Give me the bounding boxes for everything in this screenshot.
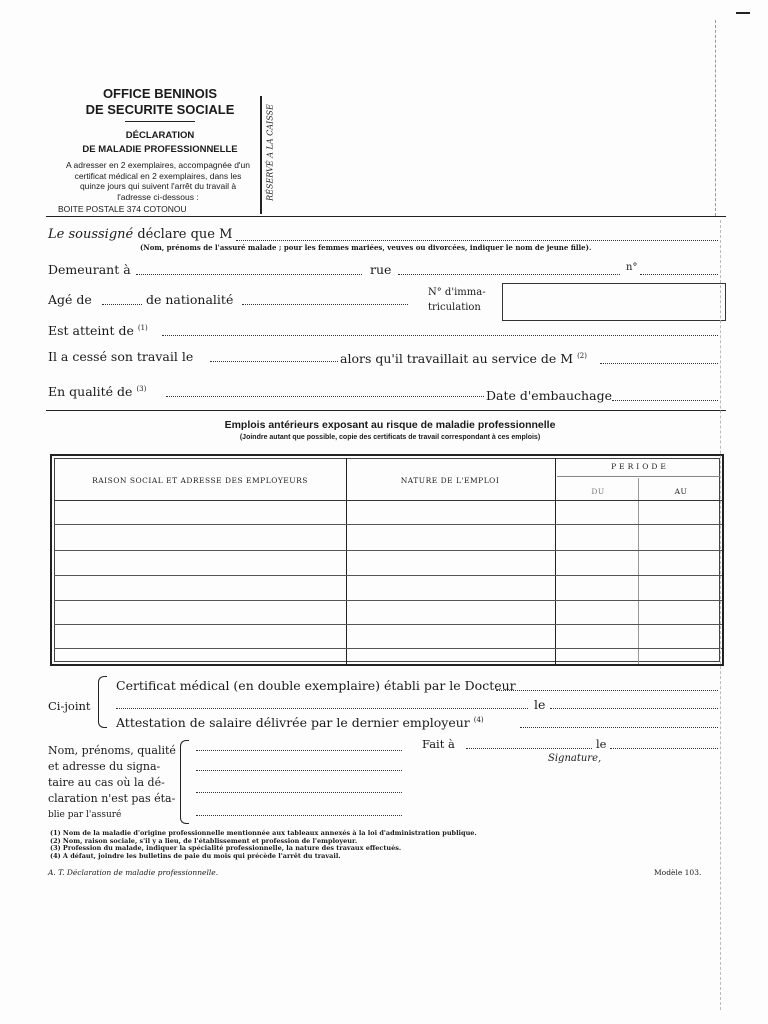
reserved-box-border	[260, 96, 262, 214]
table-row	[54, 500, 722, 501]
mid-divider	[46, 410, 726, 411]
certificat-label: Certificat médical (en double exemplaire) établi par le Docteur	[116, 678, 516, 693]
le-label-2: le	[596, 737, 607, 751]
fait-label: Fait à	[422, 737, 455, 751]
table-row	[54, 575, 722, 576]
le-label-1: le	[534, 697, 546, 712]
demeurant-field[interactable]	[136, 274, 362, 275]
top-divider	[46, 216, 726, 217]
table-row	[54, 624, 722, 625]
numero-label: n°	[626, 262, 638, 273]
col-header-du: DU	[591, 487, 605, 496]
certificat-blank-field[interactable]	[116, 708, 528, 709]
reserved-label: RÉSERVÉ A LA CAISSE	[265, 104, 275, 201]
col-divider-3	[638, 478, 639, 664]
signataire-line-1[interactable]	[196, 750, 402, 751]
cijoint-brace	[98, 676, 107, 728]
reserved-box-right	[715, 20, 716, 216]
numero-field[interactable]	[640, 274, 718, 275]
nationalite-label: de nationalité	[146, 292, 234, 307]
signataire-line-3[interactable]	[196, 792, 402, 793]
age-field[interactable]	[102, 304, 142, 305]
signataire-line-2[interactable]	[196, 770, 402, 771]
col-header-nature: NATURE DE L'EMPLOI	[400, 476, 500, 485]
docteur-field[interactable]	[496, 690, 718, 691]
signature-label: Signature,	[548, 753, 602, 764]
age-label: Agé de	[48, 292, 92, 307]
postal-address: BOITE POSTALE 374 COTONOU	[58, 204, 187, 214]
immatriculation-box[interactable]	[502, 283, 726, 321]
header-rule	[125, 121, 195, 122]
org-name-line1: OFFICE BENINOIS	[102, 86, 218, 101]
attestation-label: Attestation de salaire délivrée par le dernier employeur $^{(4)}$	[116, 715, 484, 730]
table-row	[54, 524, 722, 525]
col-divider-2	[555, 458, 556, 664]
col-divider-1	[346, 458, 347, 664]
assure-name-field[interactable]	[236, 240, 718, 241]
footer-doc-name: A. T. Déclaration de maladie professionnelle.	[48, 868, 219, 877]
embauchage-field[interactable]	[612, 400, 718, 401]
org-name-line2: DE SECURITE SOCIALE	[85, 102, 235, 117]
maladie-field[interactable]	[162, 335, 718, 336]
page-edge-dashed	[720, 220, 721, 1010]
signataire-brace	[180, 740, 189, 824]
soussigne-label: Le soussigné déclare que M	[48, 227, 233, 242]
attestation-field[interactable]	[520, 727, 718, 728]
footer-model-number: Modèle 103.	[654, 868, 702, 877]
embauchage-label: Date d'embauchage	[486, 388, 612, 403]
employeur-field[interactable]	[600, 363, 718, 364]
immatriculation-label-1: N° d'imma-	[428, 287, 486, 298]
emplois-title: Emplois antérieurs exposant au risque de maladie professionnelle	[224, 419, 556, 431]
periode-subrule	[557, 476, 721, 477]
footnotes: (1) Nom de la maladie d'origine professionnelle mentionnée aux tableaux annexés à la loi d'administration publique. (2) Nom, raison sociale, s'il y a lieu, de l'établissement et profession de l'employeur. (3) Profession du malade, indiquer la spécialité professionnelle, la nature des travaux effectués. (4) A défaut, joindre les bulletins de paie du mois qui précède l'arrêt du travail.	[50, 829, 477, 860]
alors-label: alors qu'il travaillait au service de M $^{(2)}$	[340, 351, 587, 366]
table-row	[54, 550, 722, 551]
signataire-label: Nom, prénoms, qualité et adresse du signa- taire au cas où la dé- claration n'est pas éta- blie par l'assuré	[48, 744, 176, 820]
immatriculation-label-2: triculation	[428, 302, 481, 313]
table-row	[54, 648, 722, 649]
fait-lieu-field[interactable]	[466, 748, 592, 749]
table-row	[54, 600, 722, 601]
instructions: A adresser en 2 exemplaires, accompagnée d'un certificat médical en 2 exemplaires, dans les quinze jours qui suivent l'arrêt du travail à l'adresse ci-dessous :	[65, 160, 250, 202]
qualite-field[interactable]	[166, 396, 484, 397]
fait-date-field[interactable]	[610, 748, 718, 749]
corner-mark	[736, 12, 750, 14]
rue-field[interactable]	[398, 274, 620, 275]
col-header-periode: PERIODE	[611, 462, 669, 471]
col-header-au: AU	[674, 487, 688, 496]
cesse-date-field[interactable]	[210, 361, 338, 362]
emplois-table	[50, 454, 724, 666]
demeurant-label: Demeurant à	[48, 262, 131, 277]
doc-title-line2: DE MALADIE PROFESSIONNELLE	[82, 144, 238, 155]
doc-title-line1: DÉCLARATION	[125, 130, 195, 141]
atteint-label: Est atteint de $^{(1)}$	[48, 323, 148, 338]
soussigne-note: (Nom, prénoms de l'assuré malade ; pour les femmes mariées, veuves ou divorcées, indiquer le nom de jeune fille).	[140, 243, 592, 252]
signataire-line-4[interactable]	[196, 815, 402, 816]
certificat-date-field[interactable]	[550, 708, 718, 709]
cijoint-label: Ci-joint	[48, 699, 91, 713]
col-header-employeurs: RAISON SOCIAL ET ADRESSE DES EMPLOYEURS	[92, 476, 308, 485]
emplois-subtitle: (Joindre autant que possible, copie des certificats de travail correspondant à ces emplois)	[239, 434, 541, 441]
cesse-label: Il a cessé son travail le	[48, 349, 194, 364]
qualite-label: En qualité de $^{(3)}$	[48, 384, 147, 399]
nationalite-field[interactable]	[242, 304, 408, 305]
rue-label: rue	[370, 262, 392, 277]
